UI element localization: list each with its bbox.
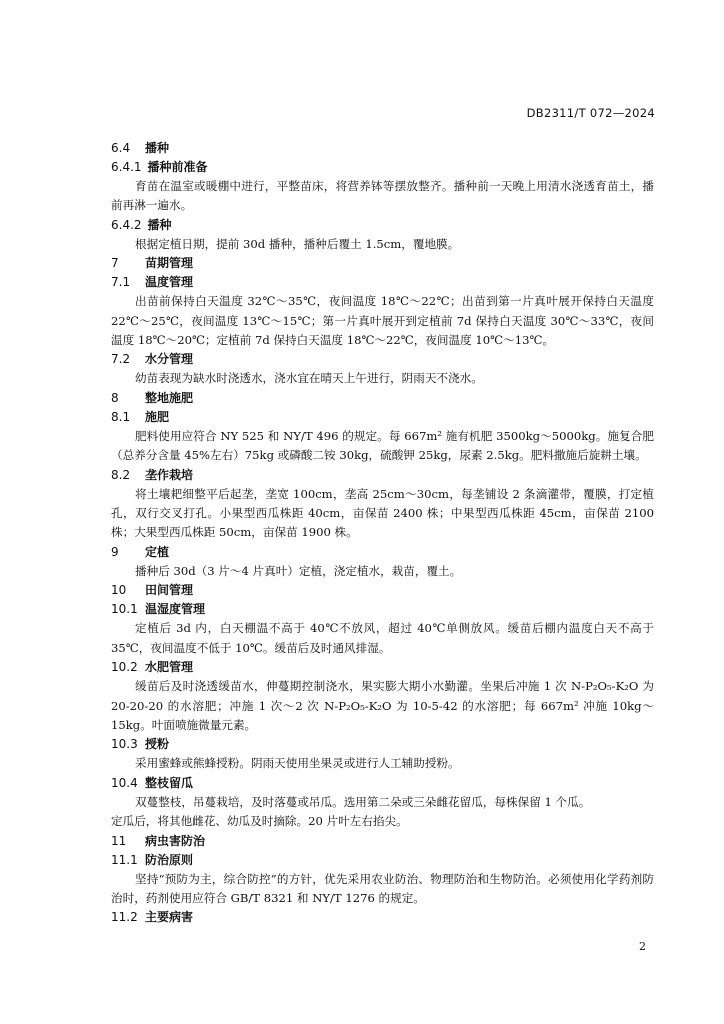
paragraph: 双蔓整枝，吊蔓栽培，及时落蔓或吊瓜。选用第二朵或三朵雌花留瓜，每株保留 1 个瓜。 <box>135 794 591 809</box>
section-number: 9 <box>111 544 119 559</box>
section-heading <box>111 543 654 562</box>
document-code: DB2311/T 072—2024 <box>526 106 655 120</box>
section-number: 11.2 <box>111 910 138 925</box>
section-heading <box>111 658 654 677</box>
paragraph: 育苗在温室或暖棚中进行，平整苗床，将营养钵等摆放整齐。播种前一天晚上用清水浇透育苗土，播前再淋一遍水。 <box>111 179 654 213</box>
section-title: 温度管理 <box>145 275 194 290</box>
paragraph: 幼苗表现为缺水时浇透水，浇水宜在晴天上午进行，阴雨天不浇水。 <box>135 371 483 386</box>
section-number: 8 <box>111 390 119 405</box>
document-body <box>111 139 654 927</box>
section-number: 6.4.2 <box>111 217 142 232</box>
section-number: 10 <box>111 583 127 598</box>
section-number: 8.2 <box>111 467 131 482</box>
paragraph: 肥料使用应符合 NY 525 和 NY/T 496 的规定。每 667m² 施有机肥 3500kg～5000kg。施复合肥（总养分含量 45%左右）75kg 或磷酸二铵 30kg，硫酸钾 25kg，尿素 2.5kg。肥料撒施后旋耕土壤。 <box>111 428 654 463</box>
section-heading <box>111 600 654 619</box>
section-heading <box>111 158 654 177</box>
section-title: 苗期管理 <box>145 256 194 271</box>
section-title: 整地施肥 <box>145 390 194 405</box>
section-title: 田间管理 <box>145 583 194 598</box>
section-title: 施肥 <box>145 409 170 424</box>
section-heading <box>111 735 654 754</box>
section-title: 整枝留瓜 <box>145 775 194 790</box>
section-heading <box>111 389 654 408</box>
paragraph: 出苗前保持白天温度 32℃～35℃，夜间温度 18℃～22℃；出苗到第一片真叶展开保持白天温度 22℃～25℃，夜间温度 13℃～15℃；第一片真叶展开到定植前 7d 保持白天温度 30℃～33℃，夜间温度 18℃～20℃；定植前 7d 保持白天温度 18℃～22℃，夜间温度 10℃～13℃。 <box>111 294 654 348</box>
section-title: 主要病害 <box>145 910 194 925</box>
section-heading <box>111 216 654 235</box>
paragraph: 播种后 30d（3 片～4 片真叶）定植，浇定植水，栽苗，覆土。 <box>135 563 462 578</box>
page-number: 2 <box>639 940 646 953</box>
paragraph: 坚持“预防为主，综合防控”的方针，优先采用农业防治、物理防治和生物防治。必须使用化学药剂防治时，药剂使用应符合 GB/T 8321 和 NY/T 1276 的规定。 <box>111 871 654 905</box>
section-title: 水肥管理 <box>145 660 194 675</box>
section-heading <box>111 774 654 793</box>
section-number: 11.1 <box>111 852 138 867</box>
section-heading <box>111 851 654 870</box>
section-heading <box>111 581 654 600</box>
section-heading <box>111 832 654 851</box>
paragraph: 将土壤耙细整平后起垄，垄宽 100cm，垄高 25cm～30cm，每垄铺设 2 条滴灌带，覆膜，打定植孔，双行交叉打孔。小果型西瓜株距 40cm，亩保苗 2400 株；中果型西瓜株距 45cm，亩保苗 2100 株；大果型西瓜株距 50cm，亩保苗 1900 株。 <box>111 486 654 540</box>
section-heading <box>111 139 654 158</box>
section-number: 10.2 <box>111 660 138 675</box>
section-number: 7 <box>111 256 119 271</box>
section-heading <box>111 408 654 427</box>
paragraph: 根据定植日期，提前 30d 播种，播种后覆土 1.5cm，覆地膜。 <box>135 236 460 251</box>
paragraph: 缓苗后及时浇透缓苗水，伸蔓期控制浇水，果实膨大期小水勤灌。坐果后冲施 1 次 N-P₂O₅-K₂O 为 20-20-20 的水溶肥；冲施 1 次～2 次 N-P₂O₅-K₂O 为 10-5-42 的水溶肥；每 667m² 冲施 10kg～15kg。叶面喷施微量元素。 <box>111 679 654 732</box>
section-number: 6.4.1 <box>111 160 142 174</box>
section-heading <box>111 350 654 369</box>
section-number: 7.2 <box>111 352 131 367</box>
section-number: 10.1 <box>111 602 138 617</box>
section-title: 防治原则 <box>145 852 194 867</box>
section-title: 播种前准备 <box>147 160 208 174</box>
section-title: 授粉 <box>145 737 170 752</box>
section-heading <box>111 254 654 273</box>
section-number: 8.1 <box>111 409 131 424</box>
section-title: 水分管理 <box>145 352 194 367</box>
section-title: 定植 <box>145 544 170 559</box>
section-title: 温湿度管理 <box>145 602 206 617</box>
section-title: 病虫害防治 <box>145 833 206 848</box>
paragraph: 采用蜜蜂或熊蜂授粉。阴雨天使用坐果灵或进行人工辅助授粉。 <box>135 756 460 771</box>
section-heading <box>111 273 654 292</box>
paragraph: 定瓜后，将其他雌花、幼瓜及时摘除。20 片叶左右掐尖。 <box>111 814 408 829</box>
section-number: 6.4 <box>111 141 131 155</box>
section-number: 7.1 <box>111 275 131 290</box>
section-number: 10.4 <box>111 775 138 790</box>
section-heading <box>111 466 654 485</box>
section-number: 10.3 <box>111 737 138 752</box>
paragraph: 定植后 3d 内，白天棚温不高于 40℃不放风，超过 40℃单侧放风。缓苗后棚内温度白天不高于 35℃，夜间温度不低于 10℃。缓苗后及时通风排湿。 <box>111 621 654 655</box>
section-title: 播种 <box>147 217 172 232</box>
section-heading <box>111 908 654 927</box>
section-title: 垄作栽培 <box>145 467 194 482</box>
section-number: 11 <box>111 833 127 848</box>
section-title: 播种 <box>145 141 170 155</box>
